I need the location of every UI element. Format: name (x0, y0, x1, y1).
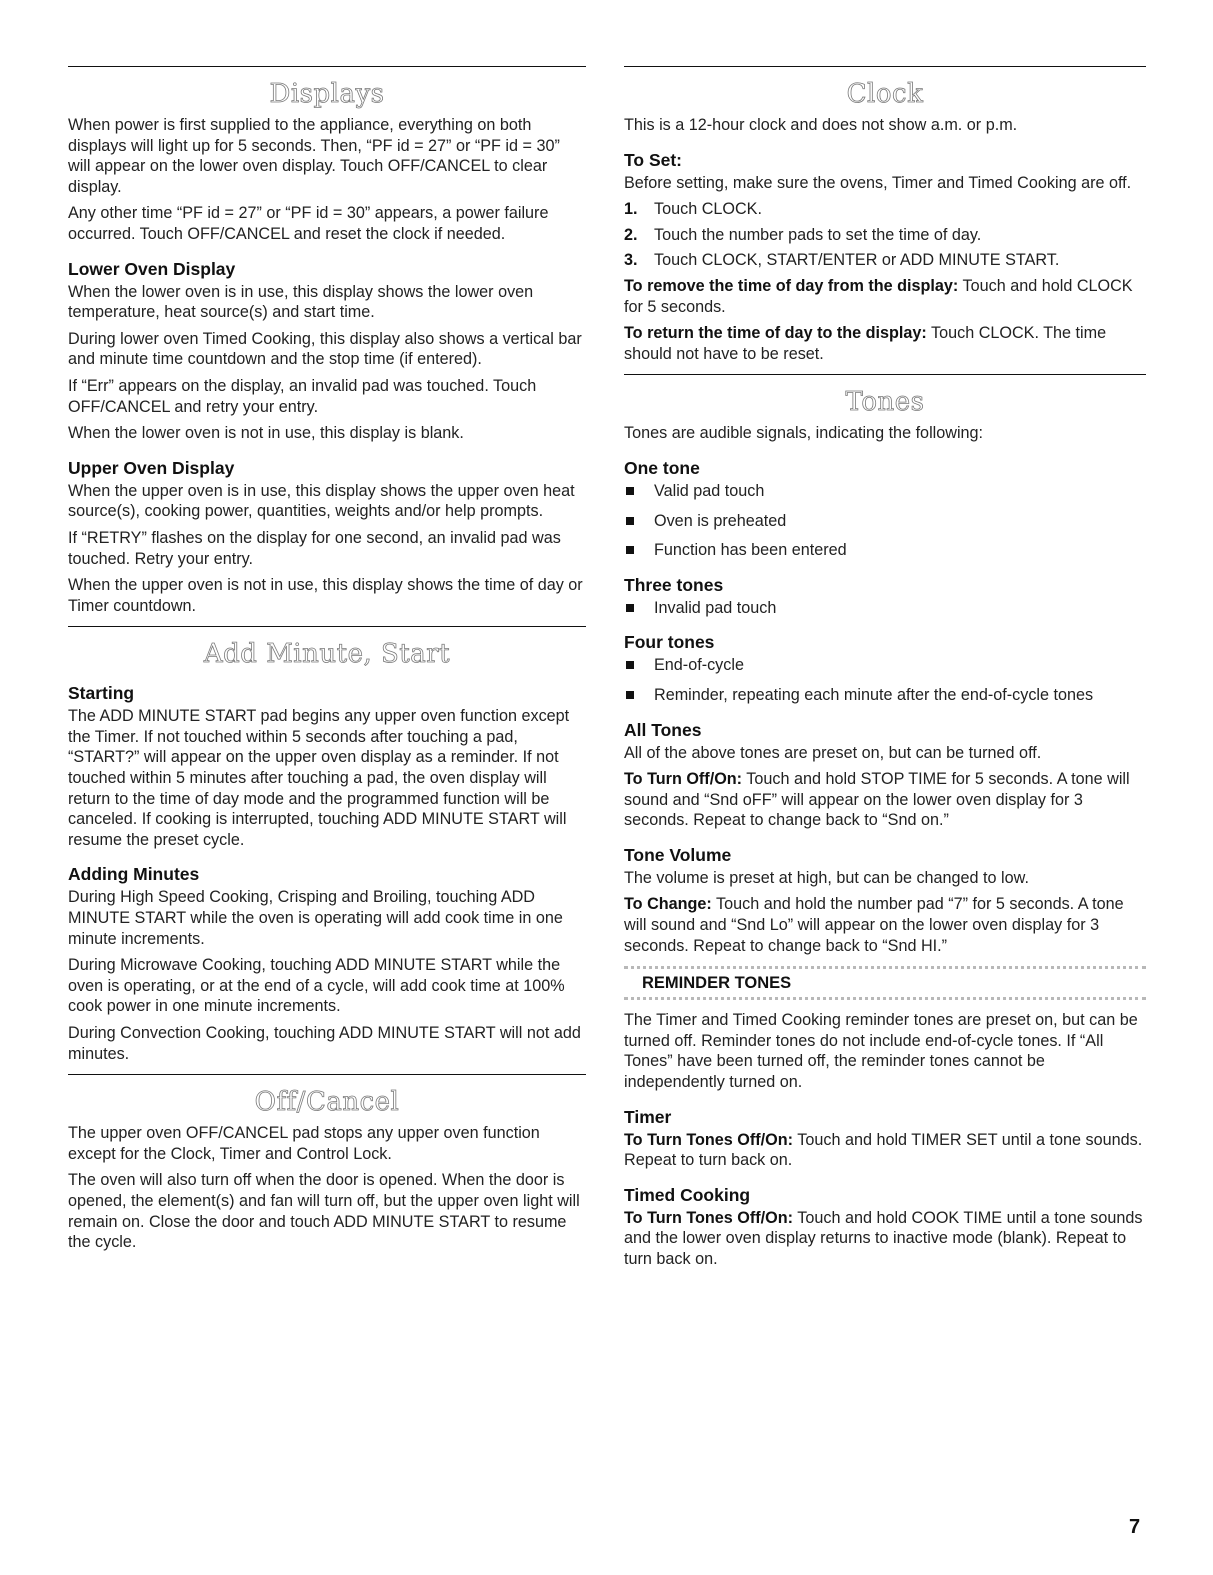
adding-minutes-heading: Adding Minutes (68, 864, 200, 885)
tone-volume-paragraph: The volume is preset at high, but can be changed to low. (624, 868, 1029, 887)
clock-steps (624, 199, 1146, 271)
upper-oven-paragraph: If “RETRY” flashes on the display for one second, an invalid pad was touched. Retry your entry. (68, 528, 561, 568)
to-set-paragraph: Before setting, make sure the ovens, Timer and Timed Cooking are off. (624, 173, 1132, 192)
section-divider (68, 1074, 586, 1075)
list-item: Reminder, repeating each minute after the end-of-cycle tones (624, 685, 1146, 706)
left-column (68, 66, 586, 1259)
tones-intro: Tones are audible signals, indicating the following: (624, 424, 984, 443)
lower-oven-display-heading: Lower Oven Display (68, 258, 236, 279)
all-tones-paragraph: All of the above tones are preset on, but can be turned off. (624, 743, 1042, 762)
step-number: 3. (624, 251, 638, 270)
reminder-tones-paragraph: The Timer and Timed Cooking reminder tones are preset on, but can be turned off. Reminder tones do not include end-of-cycle tones. If “All Tones” have been turned off, the reminder tones cannot be independently turned on. (624, 1011, 1138, 1092)
all-tones-turn-paragraph (624, 769, 1146, 831)
section-divider (68, 626, 586, 627)
tone-volume-change-paragraph (624, 894, 1146, 956)
section-divider (624, 66, 1146, 67)
to-change-label: To Change: (624, 895, 712, 914)
adding-minutes-paragraph: During Convection Cooking, touching ADD MINUTE START will not add minutes. (68, 1024, 581, 1063)
to-set-heading: To Set: (624, 149, 683, 170)
section-divider (68, 66, 586, 67)
list-item: Function has been entered (624, 540, 1146, 561)
off-cancel-title: Off/Cancel (254, 1087, 400, 1118)
list-item: End-of-cycle (624, 655, 1146, 676)
clock-step (624, 250, 1146, 271)
turn-off-on-label: To Turn Off/On: (624, 770, 743, 789)
step-text: Touch CLOCK. (654, 200, 762, 219)
timer-turn-label: To Turn Tones Off/On: (624, 1130, 794, 1149)
clock-intro: This is a 12-hour clock and does not show a.m. or p.m. (624, 116, 1018, 134)
timed-cooking-heading: Timed Cooking (624, 1184, 751, 1205)
lower-oven-paragraph: During lower oven Timed Cooking, this display also shows a vertical bar and minute time countdown and the stop time (if entered). (68, 329, 582, 369)
tones-title: Tones (845, 387, 925, 418)
turn-off-on-text: Touch and hold STOP TIME for 5 seconds. A tone will sound and “Snd oFF” will appear on the lower oven display for 3 seconds. Repeat to change back to “Snd on.” (624, 770, 1130, 830)
three-tones-list (624, 598, 1146, 619)
list-item: Invalid pad touch (624, 598, 1146, 619)
timer-heading: Timer (624, 1106, 672, 1127)
adding-minutes-paragraph: During High Speed Cooking, Crisping and Broiling, touching ADD MINUTE START while the oven is operating will add cook time in one minute increments. (68, 888, 563, 948)
step-number: 1. (624, 200, 638, 219)
one-tone-list (624, 481, 1146, 561)
off-cancel-paragraph: The upper oven OFF/CANCEL pad stops any upper oven function except for the Clock, Timer and Control Lock. (68, 1124, 540, 1163)
four-tones-heading: Four tones (624, 632, 715, 653)
timed-cooking-paragraph (624, 1208, 1146, 1270)
page-number: 7 (1129, 1516, 1141, 1538)
displays-paragraph: Any other time “PF id = 27” or “PF id = 30” appears, a power failure occurred. Touch OFF/CANCEL and reset the clock if needed. (68, 204, 549, 243)
lower-oven-paragraph: When the lower oven is not in use, this display is blank. (68, 424, 464, 443)
clock-title: Clock (846, 79, 924, 109)
timer-paragraph (624, 1130, 1146, 1171)
reminder-tones-heading: REMINDER TONES (642, 974, 792, 993)
displays-paragraph: When power is first supplied to the appliance, everything on both displays will light up for 5 seconds. Then, “PF id = 27” or “PF id = 30” will appear on the lower oven display. Touch OFF/CANCEL to clear display. (68, 116, 560, 196)
return-time-paragraph (624, 323, 1146, 364)
clock-step (624, 199, 1146, 220)
list-item: Valid pad touch (624, 481, 1146, 502)
four-tones-list (624, 655, 1146, 705)
displays-title: Displays (269, 79, 385, 109)
section-divider (624, 374, 1146, 375)
adding-minutes-paragraph: During Microwave Cooking, touching ADD MINUTE START while the oven is operating, or at the end of a cycle, will add cook time at 100% cook power in one minute increments. (68, 956, 565, 1016)
step-text: Touch CLOCK, START/ENTER or ADD MINUTE START. (654, 251, 1060, 270)
remove-time-paragraph (624, 276, 1146, 317)
timed-cooking-turn-text: Touch and hold COOK TIME until a tone sounds and the lower oven display returns to inactive mode (blank). Repeat to turn back on. (624, 1208, 1143, 1268)
return-time-label: To return the time of day to the display: (624, 324, 927, 343)
step-text: Touch the number pads to set the time of day. (654, 225, 982, 244)
tone-volume-heading: Tone Volume (624, 844, 732, 865)
upper-oven-paragraph: When the upper oven is in use, this display shows the upper oven heat source(s), cooking power, quantities, weights and/or help prompts. (68, 481, 575, 521)
off-cancel-paragraph: The oven will also turn off when the door is opened. When the door is opened, the element(s) and fan will turn off, but the upper oven light will remain on. Close the door and touch ADD MINUTE START to resume the cycle. (68, 1171, 580, 1252)
one-tone-heading: One tone (624, 457, 700, 478)
step-number: 2. (624, 225, 638, 244)
reminder-tones-bar (624, 966, 1146, 1000)
all-tones-heading: All Tones (624, 719, 702, 740)
lower-oven-paragraph: When the lower oven is in use, this display shows the lower oven temperature, heat source(s) and start time. (68, 282, 534, 322)
right-column (624, 66, 1146, 1276)
list-item: Oven is preheated (624, 511, 1146, 532)
remove-time-text: Touch and hold CLOCK for 5 seconds. (624, 276, 1133, 316)
to-change-text: Touch and hold the number pad “7” for 5 seconds. A tone will sound and “Snd Lo” will appear on the lower oven display for 3 seconds. Repeat to change back to “Snd HI.” (624, 895, 1124, 955)
starting-paragraph: The ADD MINUTE START pad begins any upper oven function except the Timer. If not touched within 5 seconds after touching a pad, “START?” will appear on the upper oven display as a reminder. If not touched within 5 minutes after touching a pad, the oven display will return to the time of day mode and the programmed function will be canceled. If cooking is interrupted, touching ADD MINUTE START will resume the preset cycle. (68, 707, 570, 849)
timer-turn-text: Touch and hold TIMER SET until a tone sounds. Repeat to turn back on. (624, 1130, 1143, 1170)
upper-oven-display-heading: Upper Oven Display (68, 457, 235, 478)
return-time-text: Touch CLOCK. The time should not have to be reset. (624, 324, 1107, 363)
lower-oven-paragraph: If “Err” appears on the display, an invalid pad was touched. Touch OFF/CANCEL and retry your entry. (68, 376, 537, 416)
upper-oven-paragraph: When the upper oven is not in use, this display shows the time of day or Timer countdown. (68, 576, 583, 615)
remove-time-label: To remove the time of day from the display: (624, 276, 959, 295)
three-tones-heading: Three tones (624, 574, 724, 595)
starting-heading: Starting (68, 683, 135, 704)
timed-cooking-turn-label: To Turn Tones Off/On: (624, 1208, 794, 1227)
clock-step (624, 225, 1146, 246)
add-minute-start-title: Add Minute, Start (203, 639, 451, 670)
